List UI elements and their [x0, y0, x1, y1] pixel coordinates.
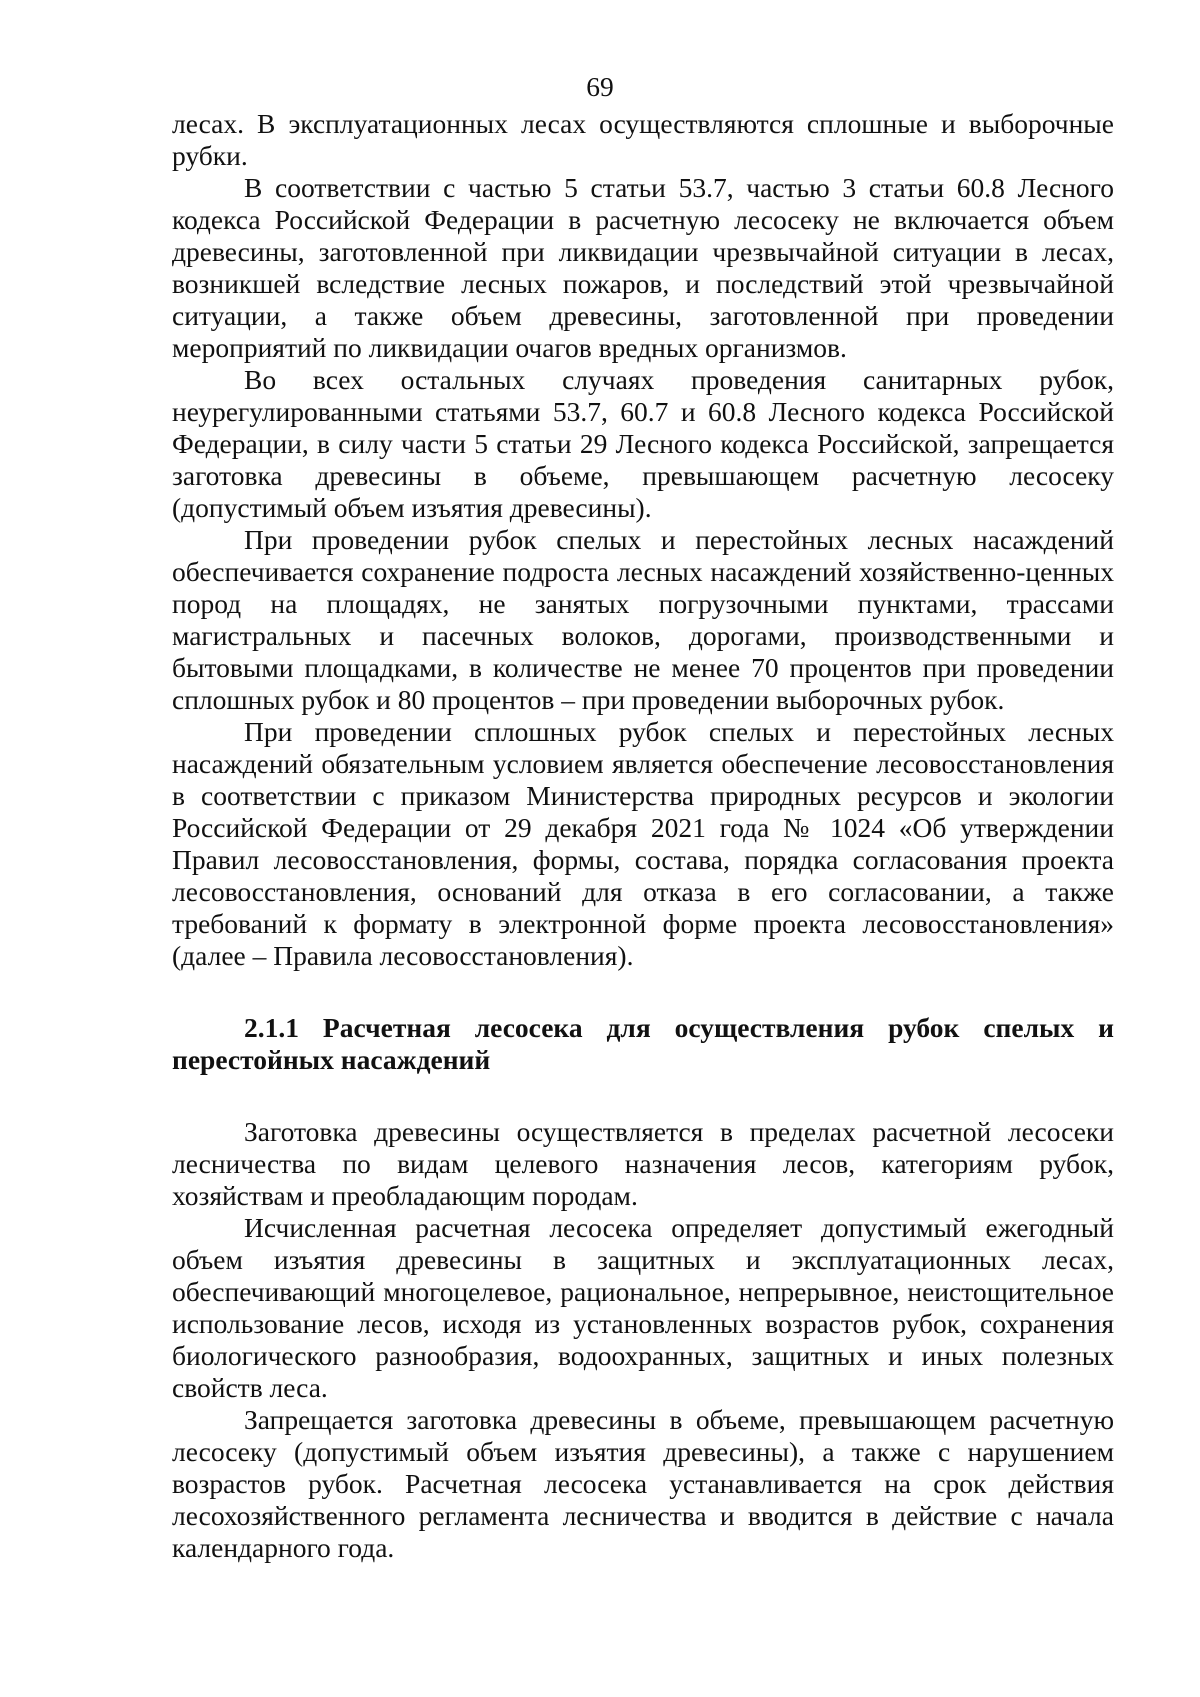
paragraph-continuation: лесах. В эксплуатационных лесах осуществляются сплошные и выборочные рубки. [172, 108, 1114, 171]
page-number: 69 [586, 71, 614, 102]
section-heading: 2.1.1 Расчетная лесосека для осуществления рубок спелых и перестойных насаждений [172, 1012, 1114, 1075]
paragraph-undergrowth: При проведении рубок спелых и перестойных лесных насаждений обеспечивается сохранение подроста лесных насаждений хозяйственно-ценных пород на площадях, не занятых погрузочными пунктами, трассами магистральных и пасечных волоков, дорогами, производственными и бытовыми площадками, в количестве не менее 70 процентов при проведении сплошных рубок и 80 процентов – при проведении выборочных рубок. [172, 524, 1114, 715]
paragraph-allowable-cut: Исчисленная расчетная лесосека определяет допустимый ежегодный объем изъятия древесины в защитных и эксплуатационных лесах, обеспечивающий многоцелевое, рациональное, непрерывное, неистощительное использование лесов, исходя из установленных возрастов рубок, сохранения биологического разнообразия, водоохранных, защитных и иных полезных свойств леса. [172, 1212, 1114, 1403]
paragraph-harvesting-limits: Заготовка древесины осуществляется в пределах расчетной лесосеки лесничества по видам целевого назначения лесов, категориям рубок, хозяйствам и преобладающим породам. [172, 1116, 1114, 1211]
paragraph-reforestation: При проведении сплошных рубок спелых и перестойных лесных насаждений обязательным условием является обеспечение лесовосстановления в соответствии с приказом Министерства природных ресурсов и экологии Российской Федерации от 29 декабря 2021 года № 1024 «Об утверждении Правил лесовосстановления, формы, состава, порядка согласования проекта лесовосстановления, оснований для отказа в его согласовании, а также требований к формату в электронной форме проекта лесовосстановления» (далее – Правила лесовосстановления). [172, 716, 1114, 971]
paragraph-exclusions: В соответствии с частью 5 статьи 53.7, частью 3 статьи 60.8 Лесного кодекса Российской Федерации в расчетную лесосеку не включается объем древесины, заготовленной при ликвидации чрезвычайной ситуации в лесах, возникшей вследствие лесных пожаров, и последствий этой чрезвычайной ситуации, а также объем древесины, заготовленной при проведении мероприятий по ликвидации очагов вредных организмов. [172, 172, 1114, 363]
paragraph-sanitary-felling: Во всех остальных случаях проведения санитарных рубок, неурегулированными статьями 53.7, 60.7 и 60.8 Лесного кодекса Российской Федерации, в силу части 5 статьи 29 Лесного кодекса Российской, запрещается заготовка древесины в объеме, превышающем расчетную лесосеку (допустимый объем изъятия древесины). [172, 364, 1114, 523]
paragraph-prohibition: Запрещается заготовка древесины в объеме, превышающем расчетную лесосеку (допустимый объем изъятия древесины), а также с нарушением возрастов рубок. Расчетная лесосека устанавливается на срок действия лесохозяйственного регламента лесничества и вводится в действие с начала календарного года. [172, 1404, 1114, 1563]
